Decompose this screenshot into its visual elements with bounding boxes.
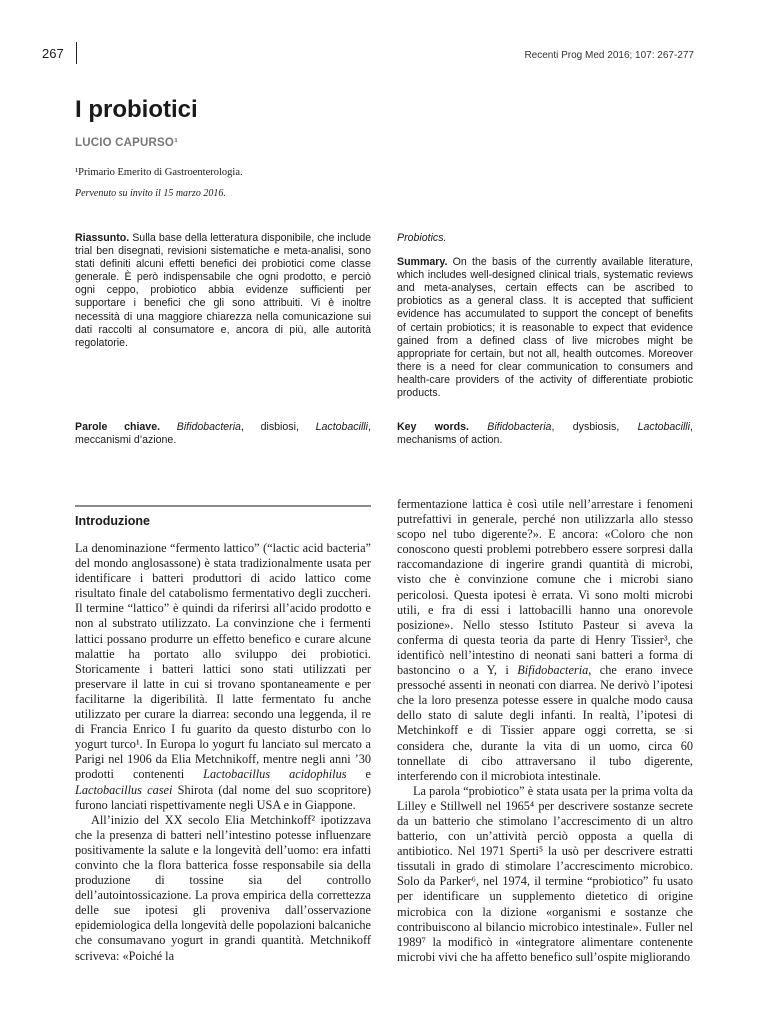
body-paragraph: La denominazione “fermento lattico” (“lactic acid bacteria” del mondo anglosassone) è stata tradizionalmente usata per identificare i batteri produttori di acido lattico come risultato finale del catabolismo fermentativo degli zuccheri. Il termine “lattico” è quindi da riferirsi all’acido prodotto e non al substrato utilizzato. La convinzione che i fermenti lattici possano produrre un effetto benefico e curare alcune malattie ha portato allo sviluppo dei probiotici. Storicamente i batteri lattici sono stati utilizzati per preservare il latte in cui si trovano spontaneamente e per facilitarne la digeribilità. Il latte fermentato fu anche utilizzato per curare la diarrea: secondo una leggenda, il re di Francia Enrico I fu guarito da questo disturbo con lo yogurt turco¹. In Europa lo yogurt fu lanciato sul mercato a Parigi nel 1906 da Elia Metchnikoff, mentre negli anni ’30 prodotti contenenti Lactobacillus acidophilus e Lactobacillus casei Shirota (dal nome del suo scopritore) furono lanciati rispettivamente negli USA e in Giappone. [75, 541, 371, 812]
keyword-separator: , disbiosi, [240, 421, 316, 433]
abstract-english [397, 232, 693, 400]
keyword-rest: , meccanismi d’azione. [75, 421, 371, 447]
body-paragraph: All’inizio del XX secolo Elia Metchinkoff² ipotizzava che la presenza di batteri nell’intestino potesse influenzare positivamente la salute e la longevità dell’uomo: era infatti convinto che la flora batterica fosse responsabile sia della produzione di tossine sia del controllo dell’autointossicazione. La prova empirica della correttezza delle sue ipotesi gli proveniva dall’osservazione epidemiologica della longevità delle popolazioni balcaniche che consumavano yogurt in grandi quantità. Metchnikoff scriveva: «Poiché la [75, 812, 371, 963]
abstract-italian-label: Riassunto. [75, 232, 130, 244]
keywords-italian [75, 421, 371, 447]
section-heading-introduction: Introduzione [75, 514, 150, 528]
article-title: I probiotici [75, 96, 198, 123]
journal-reference: Recenti Prog Med 2016; 107: 267-277 [524, 50, 694, 61]
keyword-separator: , dysbiosis, [551, 421, 638, 433]
keywords-italian-label: Parole chiave. [75, 421, 161, 433]
keywords-english [397, 421, 693, 447]
body-paragraph: fermentazione lattica è così utile nell’arrestare i fenomeni putrefattivi in generale, perché non utilizzarla allo stesso scopo nel tubo digerente?». E ancora: «Coloro che non conoscono questi problemi potrebbero essere sorpresi dalla raccomandazione di ingerire grandi quantità di microbi, visto che è convinzione comune che i microbi siano pericolosi. Questa ipotesi è errata. Vi sono molti microbi utili, e fra di essi i lattobacilli hanno una onorevole posizione». Nello stesso Istituto Pasteur si aveva la conferma di questa teoria da parte di Henry Tissier³, che identificò nell’intestino di neonati sani batteri a forma di bastoncino o a Y, i Bifidobacteria, che erano invece pressoché assenti in neonati con diarrea. Ne derivò l’ipotesi che la loro presenza potesse essere in qualche modo causa dello stato di salute degli infanti. In realtà, l’ipotesi di Metchinkoff e di Tissier appare oggi corretta, se si considera che, durante la vita di un uomo, circa 60 tonnellate di cibo attraversano il tubo digerente, interferendo con il microbiota intestinale. [397, 497, 693, 783]
received-date: Pervenuto su invito il 15 marzo 2016. [75, 188, 226, 199]
author-affiliation: ¹Primario Emerito di Gastroenterologia. [75, 167, 243, 178]
section-divider [75, 505, 371, 507]
keyword-lactobacilli: Lactobacilli [637, 421, 691, 433]
keyword-bifidobacteria: Bifidobacteria [487, 421, 552, 433]
keyword-lactobacilli: Lactobacilli [315, 421, 369, 433]
body-column-left [75, 541, 371, 964]
keyword-bifidobacteria: Bifidobacteria [176, 421, 241, 433]
keywords-english-label: Key words. [397, 421, 469, 433]
abstract-english-title: Probiotics. [397, 232, 447, 244]
abstract-italian [75, 232, 371, 350]
abstract-english-label: Summary. [397, 256, 448, 269]
page-number-rule [76, 42, 77, 64]
body-paragraph: La parola “probiotico” è stata usata per la prima volta da Lilley e Stillwell nel 1965⁴ per descrivere sostanze secrete da un batterio che stimolano l’accrescimento di un altro batterio, con un’attività perciò opposta a quella di antibiotico. Nel 1971 Sperti⁵ la usò per descrivere estratti tissutali in grado di stimolare l’accrescimento microbico. Solo da Parker⁶, nel 1974, il termine “probiotico” fu usato per identificare un supplemento dietetico di origine microbica con la dizione «organismi e sostanze che contribuiscono al bilancio microbico intestinale». Fuller nel 1989⁷ la modificò in «integratore alimentare contenente microbi vivi che ha affetto benefico sull’ospite migliorando [397, 783, 693, 964]
author-name: LUCIO CAPURSO¹ [75, 137, 179, 149]
keyword-rest: , mechanisms of action. [397, 421, 693, 447]
abstract-english-text: On the basis of the currently available literature, which includes well-designed clinical trials, systematic reviews and meta-analyses, certain effects can be ascribed to probiotics as a general class. It is accepted that sufficient evidence has accumulated to support the concept of benefits of certain probiotics; it is reasonable to expect that evidence gained from a defined class of live microbes might be appropriate for certain, but not all, health outcomes. Moreover there is a need for clear communication to consumers and health-care providers of the activity of differentiate probiotic products. [397, 256, 693, 400]
body-column-right [397, 497, 693, 965]
page-number: 267 [42, 46, 64, 61]
abstract-italian-text: Sulla base della letteratura disponibile, che include trial ben disegnati, revisioni sistematiche e meta-analisi, sono stati definiti alcuni effetti benefici dei probiotici come classe generale. È però indispensabile che ogni prodotto, e perciò ogni ceppo, probiotico abbia evidenze sufficienti per supportare i benefici che gli sono attribuiti. Vi è inoltre necessità di una maggiore chiarezza nella comunicazione sui dati raccolti al consumatore e, ancora di più, alle autorità regolatorie. [75, 232, 371, 349]
